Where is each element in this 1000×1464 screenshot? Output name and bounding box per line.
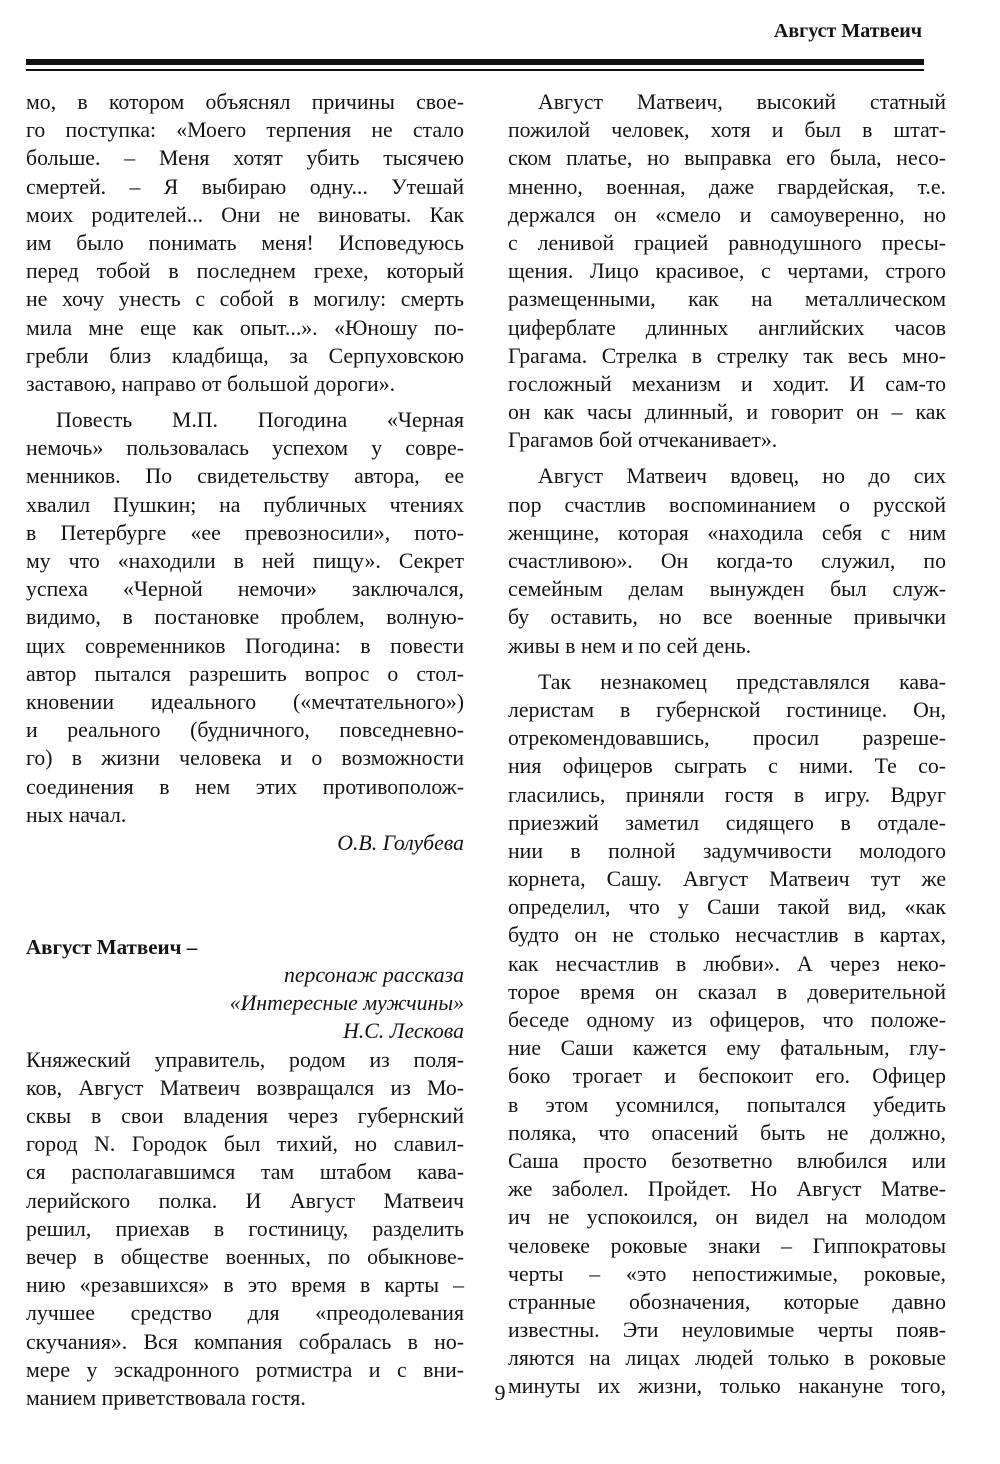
header-rule-thick [26, 59, 924, 65]
text-line: ском платье, но выправка его была, несо- [508, 146, 946, 171]
page-number: 9 [494, 1380, 506, 1405]
running-head: Август Матвеич [773, 20, 922, 42]
text-line: больше. – Меня хотят убить тысячею [26, 146, 464, 171]
text-line: боко трогает и беспокоит его. Офицер [508, 1064, 946, 1089]
text-line: моих родителей... Они не виноваты. Как [26, 202, 464, 227]
text-line: Август Матвеич, высокий статный [538, 90, 946, 114]
text-line: хвалил Пушкин; на публичных чтениях [26, 492, 464, 517]
text-line: беседе одному из офицеров, что положе- [508, 1008, 946, 1032]
text-line: человеке роковые знаки – Гиппократовы [508, 1233, 946, 1258]
text-line: Грагамов бой отчеканивает». [508, 428, 778, 453]
text-line: торое время он сказал в доверительной [508, 979, 946, 1004]
text-line: отрекомендовавшись, просил разреше- [508, 726, 946, 751]
text-line: перед тобой в последнем грехе, который [26, 259, 464, 284]
text-line: же заболел. Пройдет. Но Август Матве- [508, 1177, 946, 1202]
entry-subtitle-line: «Интересные мужчины» [229, 991, 464, 1016]
text-line: Август Матвеич вдовец, но до сих [538, 464, 946, 489]
text-line: будто он не столько несчастлив в картах, [508, 923, 946, 948]
text-line: корнета, Сашу. Август Матвеич тут же [508, 867, 946, 892]
text-line: с ленивой грацией равнодушного пресы- [508, 230, 946, 255]
text-line: город N. Городок был тихий, но славил- [26, 1132, 464, 1157]
entry-subtitle-line: Н.С. Лескова [343, 1019, 464, 1044]
text-line: ние Саши кажется ему фатальным, глу- [508, 1036, 946, 1061]
text-line: госложный механизм и ходит. И сам-то [508, 371, 946, 396]
text-line: гребли близ кладбища, за Серпуховскою [26, 343, 464, 368]
text-line: мо, в котором объяснял причины свое- [26, 90, 464, 114]
text-line: мненно, военная, даже гвардейская, т.е. [508, 174, 946, 199]
text-line: Повесть М.П. Погодина «Черная [56, 408, 464, 433]
text-line: вечер в обществе военных, по обыкнове- [26, 1244, 464, 1269]
text-line: соединения в нем этих противополож- [26, 774, 464, 799]
text-line: го поступка: «Моего терпения не стало [26, 118, 464, 143]
text-line: успеха «Черной немочи» заключался, [26, 577, 464, 602]
text-line: бу оставить, но все военные привычки [508, 605, 946, 630]
text-line: размещенными, как на металлическом [508, 287, 946, 312]
text-line: лерийского полка. И Август Матвеич [26, 1188, 464, 1213]
text-line: ных начал. [26, 802, 127, 827]
text-line: счастливою». Он когда-то служил, по [508, 549, 946, 573]
text-line: нии в полной задумчивости молодого [508, 838, 946, 863]
entry-paragraph [26, 1046, 464, 1412]
text-line: женщине, которая «находила себя с ним [508, 520, 946, 545]
text-line: скучания». Вся компания собралась в но- [26, 1329, 464, 1354]
text-line: лучшее средство для «преодолевания [26, 1301, 464, 1326]
text-line: го) в жизни человека и о возможности [26, 746, 464, 771]
text-line: смертей. – Я выбираю одну... Утешай [26, 174, 464, 199]
text-line: му что «находили в ней пищу». Секрет [26, 549, 464, 573]
text-line: щих современников Погодина: в повести [26, 633, 464, 658]
text-line: леристам в губернской гостинице. Он, [508, 697, 946, 722]
text-line: не хочу унесть с собой в могилу: смерть [26, 287, 464, 312]
text-line: мере у эскадронного ротмистра и с вни- [26, 1357, 464, 1382]
left-paragraph-2 [26, 406, 464, 829]
right-paragraph-1 [508, 88, 946, 454]
text-line: минуты их жизни, только накануне того, [508, 1374, 946, 1399]
text-line: видимо, в постановке проблем, волную- [26, 605, 464, 630]
text-line: нию «резавшихся» в это время в карты – [26, 1273, 464, 1298]
text-line: в Петербурге «ее превозносили», пото- [26, 520, 464, 545]
text-line: ния офицеров сыграть с ними. Те со- [508, 754, 946, 779]
left-paragraph-1 [26, 88, 464, 398]
text-line: кновении идеального («мечтательного») [26, 689, 464, 714]
text-line: сквы в свои владения через губернский [26, 1104, 464, 1128]
text-line: держался он «смело и самоуверенно, но [508, 202, 946, 227]
text-line: черты – «это непостижимые, роковые, [508, 1261, 946, 1286]
text-line: поляка, что опасений быть не должно, [508, 1120, 946, 1145]
author-signature: О.В. Голубева [337, 830, 464, 855]
text-line: решил, приехав в гостиницу, разделить [26, 1216, 464, 1241]
text-line: манием приветствовала гостя. [26, 1385, 306, 1410]
text-line: известны. Эти неуловимые черты появ- [508, 1318, 946, 1343]
text-line: странные обозначения, которые давно [508, 1289, 946, 1314]
text-line: Княжеский управитель, родом из поля- [26, 1047, 464, 1072]
text-line: ич не успокоился, он видел на молодом [508, 1205, 946, 1230]
text-line: в этом усомнился, попытался убедить [508, 1092, 946, 1117]
text-line: Грагама. Стрелка в стрелку так весь мно- [508, 343, 946, 368]
text-line: ляются на лицах людей только в роковые [508, 1346, 946, 1371]
text-line: Так незнакомец представлялся кава- [538, 669, 946, 694]
text-line: циферблате длинных английских часов [508, 315, 946, 340]
entry-title: Август Матвеич – [26, 935, 198, 960]
text-line: мила мне еще как опыт...». «Юношу по- [26, 315, 464, 340]
left-column [26, 88, 464, 1412]
text-line: им было понимать меня! Исповедуюсь [26, 230, 464, 255]
right-paragraph-2 [508, 462, 946, 659]
text-line: гласились, приняли гостя в игру. Вдруг [508, 782, 946, 807]
text-line: и реального (будничного, повседневно- [26, 718, 464, 743]
text-line: Саша просто безответно влюбился или [508, 1148, 946, 1173]
text-line: автор пытался разрешить вопрос о стол- [26, 661, 464, 686]
header-rule-thin [26, 69, 924, 71]
text-line: заставою, направо от большой дороги». [26, 371, 396, 396]
entry-subtitle-line: персонаж рассказа [283, 963, 464, 988]
text-line: ков, Август Матвеич возвращался из Мо- [26, 1075, 464, 1100]
text-line: приезжий заметил сидящего в отдале- [508, 810, 946, 835]
text-line: пожилой человек, хотя и был в штат- [508, 118, 946, 143]
text-line: живы в нем и по сей день. [508, 633, 752, 658]
right-paragraph-3 [508, 668, 946, 1401]
right-column [508, 88, 946, 1401]
text-line: он как часы длинный, и говорит он – как [508, 400, 946, 425]
text-line: пор счастлив воспоминанием о русской [508, 492, 946, 517]
text-line: менников. По свидетельству автора, ее [26, 464, 464, 489]
text-line: семейным делам вынужден был служ- [508, 577, 946, 602]
text-line: как несчастлив в любви». А через неко- [508, 951, 946, 976]
text-line: определил, что у Саши такой вид, «как [508, 895, 946, 920]
text-line: ся располагавшимся там штабом кава- [26, 1160, 464, 1185]
text-line: щения. Лицо красивое, с чертами, строго [508, 259, 946, 284]
text-line: немочь» пользовалась успехом у совре- [26, 436, 464, 461]
